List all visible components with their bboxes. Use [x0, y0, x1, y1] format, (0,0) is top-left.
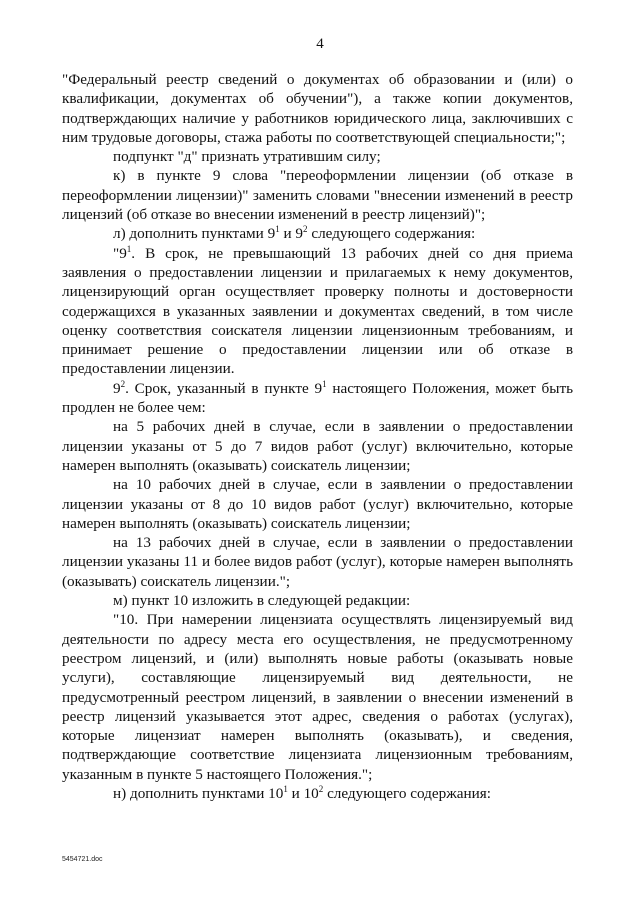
paragraph	[62, 533, 573, 591]
paragraph-text: "Федеральный реестр сведений о документах об образовании и (или) о квалификации, документах об обучении"), а также копии документов, подтверждающих наличие у работников юридического лица, заключивших с ним трудовые договоры, стажа работы по соответствующей специальности;";	[62, 71, 573, 146]
paragraph-text: 9	[113, 379, 121, 397]
paragraph-text: . В срок, не превышающий 13 рабочих дней со дня приема заявления о предоставлении лицензии и прилагаемых к нему документов, лицензирующий орган осуществляет проверку полноты и достоверности содержащихся в указанных заявлении и документах сведений, в том числе оценку соответствия соискателя лицензии лицензионным требованиям, и принимает решение о предоставлении лицензии или об отказе в предоставлении лицензии.	[62, 244, 573, 378]
superscript-index: 1	[126, 243, 132, 254]
paragraph-text: к) в пункте 9 слова "переоформлении лицензии (об отказе в переоформлении лицензии)" заменить словами "внесении изменений в реестр лицензий (об отказе во внесении изменений в реестр лицензий)";	[62, 167, 573, 224]
paragraph	[62, 417, 573, 475]
paragraph	[62, 147, 573, 166]
paragraph	[62, 70, 573, 147]
page-number: 4	[316, 36, 324, 52]
paragraph-text: на 5 рабочих дней в случае, если в заявлении о предоставлении лицензии указаны от 5 до 7 видов работ (услуг) включительно, которые намерен выполнять (оказывать) соискатель лицензии;	[62, 418, 573, 474]
paragraph	[62, 475, 573, 533]
paragraph-text: "9	[113, 244, 127, 262]
paragraph-text: настоящего Положения, может быть продлен не более чем:	[62, 379, 574, 417]
paragraph-text: . Срок, указанный в пункте 9	[125, 379, 323, 397]
paragraph-text: на 13 рабочих дней в случае, если в заявлении о предоставлении лицензии указаны 11 и более видов работ (услуг), которые намерен выполнять (оказывать) соискатель лицензии.";	[62, 534, 573, 590]
superscript-index: 2	[303, 224, 308, 235]
paragraph	[62, 784, 573, 803]
paragraph	[62, 224, 573, 243]
paragraph	[62, 244, 573, 379]
paragraph-text: и 9	[279, 225, 304, 243]
paragraph	[62, 379, 573, 418]
paragraph-text: на 10 рабочих дней в случае, если в заявлении о предоставлении лицензии указаны от 8 до 10 видов работ (услуг) включительно, которые намерен выполнять (оказывать) соискатель лицензии;	[62, 476, 573, 532]
paragraph-text: л) дополнить пунктами 9	[113, 225, 276, 243]
paragraph-text: следующего содержания:	[323, 784, 491, 802]
paragraph	[62, 591, 573, 610]
document-body	[62, 70, 573, 803]
paragraph-text: следующего содержания:	[307, 225, 476, 243]
paragraph-text: м) пункт 10 изложить в следующей редакции:	[113, 592, 411, 610]
superscript-index: 1	[275, 224, 280, 235]
paragraph-text: и 10	[287, 784, 319, 802]
superscript-index: 2	[318, 783, 324, 794]
paragraph	[62, 166, 573, 224]
paragraph-text: "10. При намерении лицензиата осуществлять лицензируемый вид деятельности по адресу места его осуществления, не предусмотренному реестром лицензий, и (или) выполнять новые работы (оказывать новые услуги), составляющие лицензируемый вид деятельности, не предусмотренный реестром лицензий, в заявлении о внесении изменений в реестр лицензий указывается этот адрес, сведения о работах (услугах), которые лицензиат намерен выполнять (оказывать), и сведения, подтверждающие соответствие лицензиата лицензионным требованиям, указанным в пункте 5 настоящего Положения.";	[62, 611, 573, 783]
file-name-footer: 5454721.doc	[62, 856, 103, 863]
paragraph-text: подпункт "д" признать утратившим силу;	[113, 148, 381, 166]
paragraph-text: н) дополнить пунктами 10	[113, 784, 284, 802]
superscript-index: 1	[322, 378, 327, 389]
paragraph	[62, 610, 573, 784]
superscript-index: 1	[283, 783, 288, 794]
superscript-index: 2	[120, 378, 126, 389]
